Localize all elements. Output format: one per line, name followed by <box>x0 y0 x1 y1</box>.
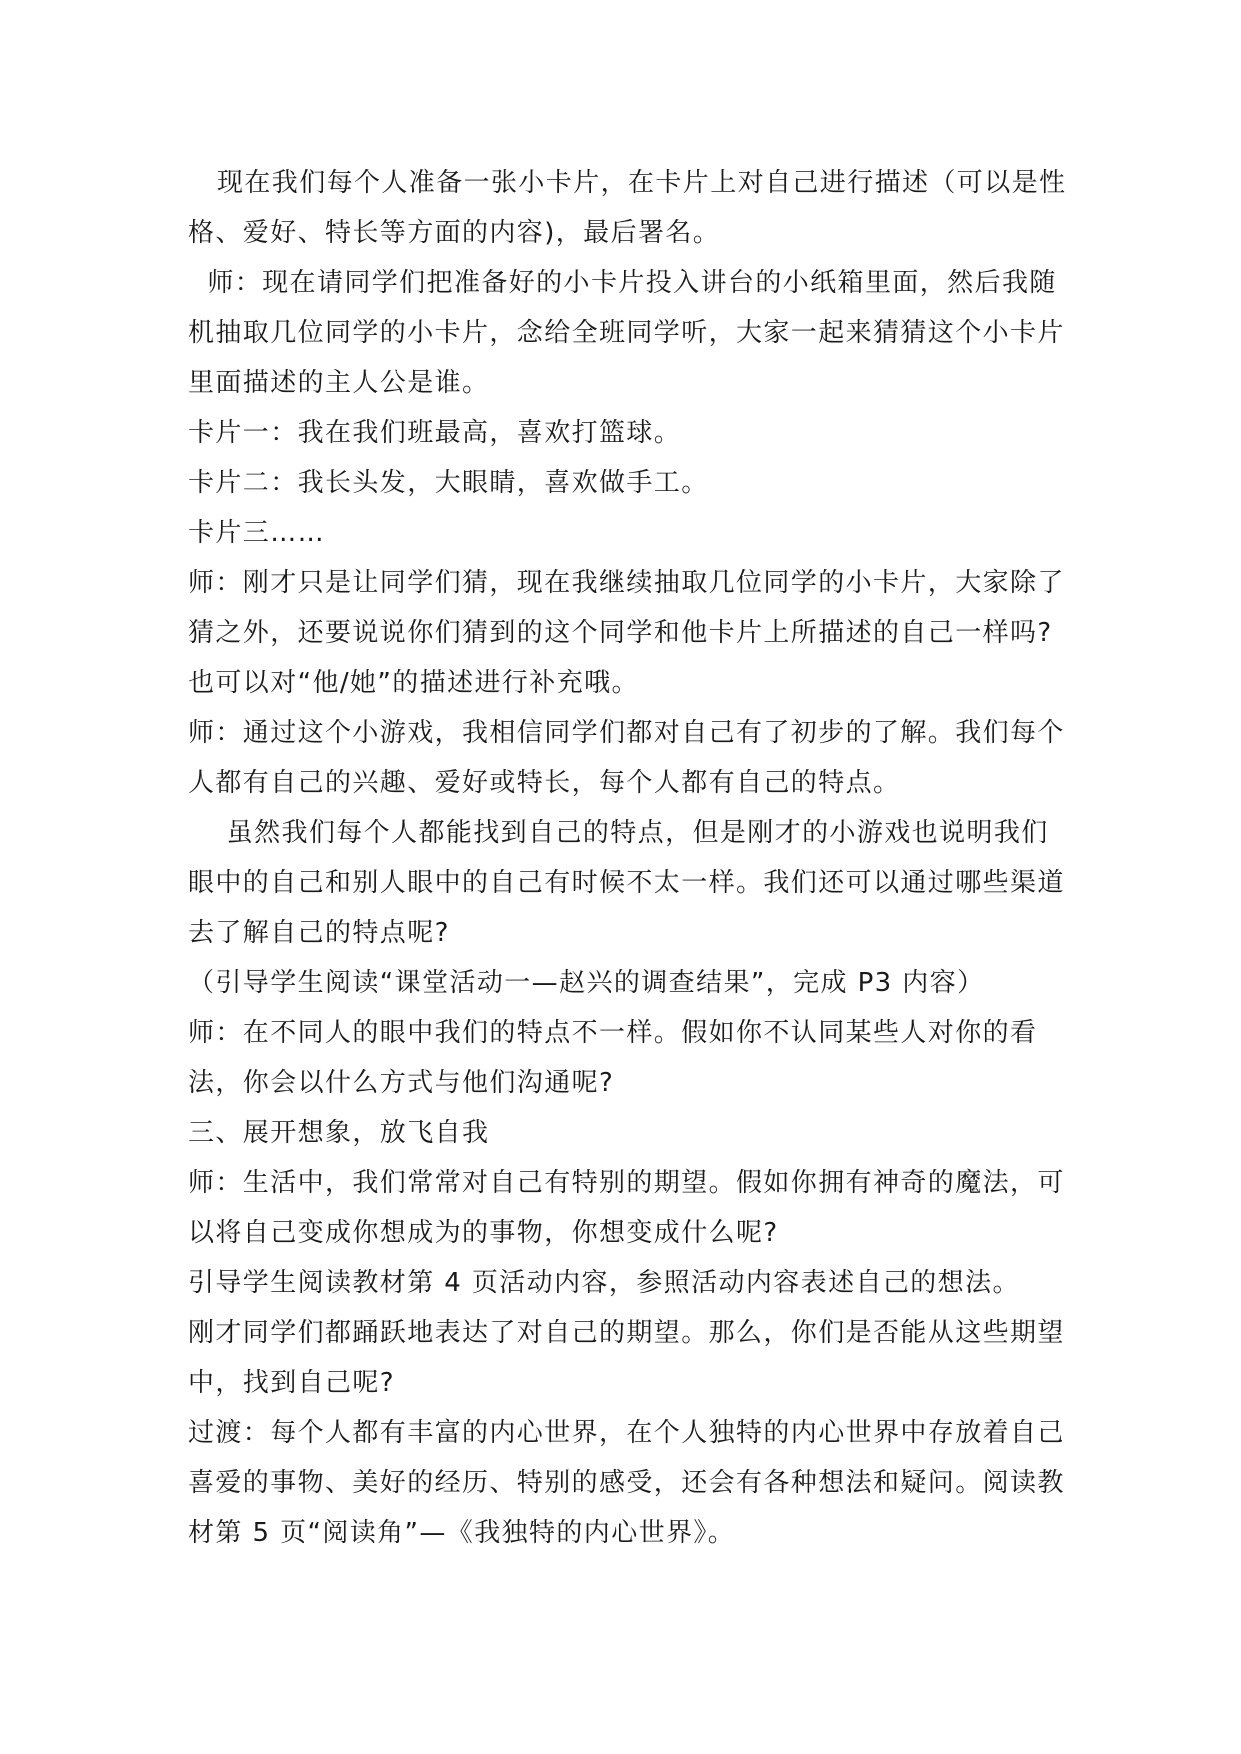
paragraph-card-three: 卡片三…… <box>188 518 326 548</box>
paragraph-transition: 过渡：每个人都有丰富的内心世界，在个人独特的内心世界中存放着自己喜爱的事物、美好的经历、特别的感受，还会有各种想法和疑问。阅读教材第 5 页“阅读角”—《我独特的内心世界》。 <box>188 1418 1065 1548</box>
document-body <box>188 158 1068 1558</box>
paragraph-guide-page4: 引导学生阅读教材第 4 页活动内容，参照活动内容表述自己的想法。 <box>188 1268 1020 1298</box>
paragraph-guide-reading: （引导学生阅读“课堂活动一—赵兴的调查结果”，完成 P3 内容） <box>188 968 985 998</box>
paragraph-teacher-opinion: 师：在不同人的眼中我们的特点不一样。假如你不认同某些人对你的看法，你会以什么方式与他们沟通呢? <box>188 1018 1038 1098</box>
paragraph-expectations: 刚才同学们都踊跃地表达了对自己的期望。那么，你们是否能从这些期望中，找到自己呢? <box>188 1318 1065 1398</box>
paragraph-card-preparation: 现在我们每个人准备一张小卡片，在卡片上对自己进行描述（可以是性格、爱好、特长等方面的内容)，最后署名。 <box>188 168 1067 248</box>
paragraph-teacher-guess: 师：刚才只是让同学们猜，现在我继续抽取几位同学的小卡片，大家除了猜之外，还要说说你们猜到的这个同学和他卡片上所描述的自己一样吗?也可以对“他/她”的描述进行补充哦。 <box>188 568 1065 698</box>
paragraph-teacher-game: 师：通过这个小游戏，我相信同学们都对自己有了初步的了解。我们每个人都有自己的兴趣、爱好或特长，每个人都有自己的特点。 <box>188 718 1065 798</box>
paragraph-card-two: 卡片二：我长头发，大眼睛，喜欢做手工。 <box>188 468 709 498</box>
paragraph-card-one: 卡片一：我在我们班最高，喜欢打篮球。 <box>188 418 682 448</box>
paragraph-teacher-card-box: 师：现在请同学们把准备好的小卡片投入讲台的小纸箱里面，然后我随机抽取几位同学的小卡片，念给全班同学听，大家一起来猜猜这个小卡片里面描述的主人公是谁。 <box>188 268 1065 398</box>
paragraph-channels: 虽然我们每个人都能找到自己的特点，但是刚才的小游戏也说明我们眼中的自己和别人眼中的自己有时候不太一样。我们还可以通过哪些渠道去了解自己的特点呢? <box>188 818 1065 948</box>
paragraph-teacher-expectation: 师：生活中，我们常常对自己有特别的期望。假如你拥有神奇的魔法，可以将自己变成你想成为的事物，你想变成什么呢? <box>188 1168 1065 1248</box>
section-heading-imagination: 三、展开想象，放飞自我 <box>188 1118 490 1148</box>
